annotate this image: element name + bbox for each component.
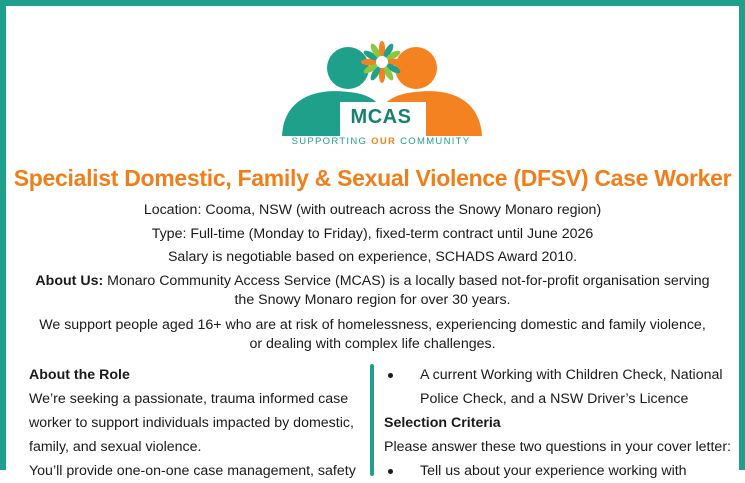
type-line: Type: Full-time (Monday to Friday), fixed-term contract until June 2026 xyxy=(151,226,594,242)
location-line: Location: Cooma, NSW (with outreach across the Snowy Monaro region) xyxy=(143,202,602,218)
about-us-label: About Us: xyxy=(35,273,104,289)
about-us-line-1: About Us: Monaro Community Access Service (MCAS) is a locally based not-for-profit organisation serving xyxy=(35,273,710,289)
support-line-1: We support people aged 16+ who are at risk of homelessness, experiencing domestic and family violence, xyxy=(39,317,706,333)
requirements-column xyxy=(384,363,734,483)
about-us-line-2: the Snowy Monaro region for over 30 years. xyxy=(234,292,511,308)
about-role-line: family, and sexual violence. xyxy=(29,439,202,455)
list-item: A current Working with Children Check, National Police Check, and a NSW Driver’s Licence xyxy=(384,363,734,411)
about-role-line: You’ll provide one-on-one case management, safety xyxy=(29,463,356,479)
about-role-heading: About the Role xyxy=(29,367,130,383)
job-title: Specialist Domestic, Family & Sexual Violence (DFSV) Case Worker xyxy=(13,165,732,191)
mcas-logo xyxy=(276,36,486,151)
about-role-line: worker to support individuals impacted by domestic, xyxy=(29,415,354,431)
support-line-2: or dealing with complex life challenges. xyxy=(249,336,496,352)
about-role-column xyxy=(29,363,359,483)
logo-tagline: SUPPORTING OUR COMMUNITY xyxy=(291,136,471,147)
selection-intro: Please answer these two questions in your cover letter: xyxy=(384,439,731,455)
list-item: Tell us about your experience working with xyxy=(384,459,734,483)
column-divider xyxy=(370,364,374,476)
selection-criteria-heading: Selection Criteria xyxy=(384,415,501,431)
salary-line: Salary is negotiable based on experience, SCHADS Award 2010. xyxy=(167,249,578,265)
bullet-icon xyxy=(388,373,393,378)
logo-name: MCAS xyxy=(350,106,412,128)
about-role-line: We’re seeking a passionate, trauma informed case xyxy=(29,391,349,407)
